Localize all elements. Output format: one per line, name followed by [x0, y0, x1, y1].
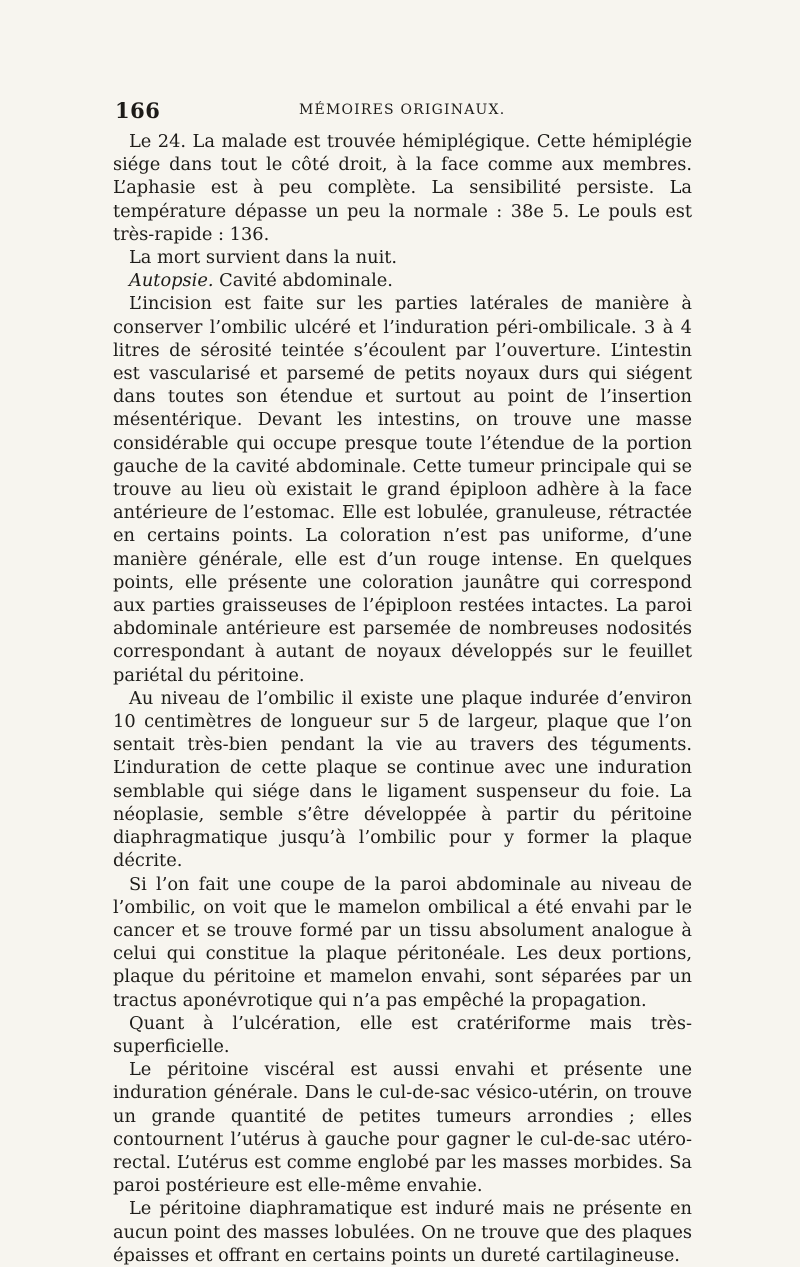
paragraph-section: Si l’on fait une coupe de la paroi abdominale au niveau de l’ombilic, on voit que le mamelon ombilical a été envahi par le cancer et se trouve formé par un tissu absolument analogue à celui qui constitue la plaque péritonéale. Les deux portions, plaque du péritoine et mamelon envahi, sont séparées par un tractus aponévrotique qui n’a pas empêché la propagation. — [113, 873, 692, 1011]
header-title: MÉMOIRES ORIGINAUX. — [299, 102, 506, 118]
body-text — [113, 130, 692, 1267]
autopsy-heading-text: Cavité abdominale. — [219, 270, 393, 292]
autopsy-label: Autopsie. — [129, 270, 214, 292]
paragraph-diaphragm: Le péritoine diaphramatique est induré mais ne présente en aucun point des masses lobulées. On ne trouve que des plaques épaisses et offrant en certains points un dureté cartilagineuse. — [113, 1198, 692, 1266]
paragraph-hemiplegia: Le 24. La malade est trouvée hémiplégique. Cette hémiplégie siége dans tout le côté droit, à la face comme aux membres. L’aphasie est à peu complète. La sensibilité persiste. La température dépasse un peu la normale : 38e 5. Le pouls est très-rapide : 136. — [113, 131, 692, 245]
paragraph-death: La mort survient dans la nuit. — [129, 247, 398, 269]
paragraph-visceral: Le péritoine viscéral est aussi envahi et présente une induration générale. Dans le cul-de-sac vésico-utérin, on trouve un grande quantité de petites tumeurs arrondies ; elles contournent l’utérus à gauche pour gagner le cul-de-sac utéro-rectal. L’utérus est comme englobé par les masses morbides. Sa paroi postérieure est elle-même envahie. — [113, 1059, 692, 1197]
paragraph-autopsy — [113, 269, 692, 292]
paragraph-ulceration: Quant à l’ulcération, elle est cratériforme mais très-superficielle. — [113, 1012, 692, 1057]
page-number: 166 — [115, 98, 161, 123]
paragraph-incision: L’incision est faite sur les parties latérales de manière à conserver l’ombilic ulcéré et l’induration péri-ombilicale. 3 à 4 litres de sérosité teintée s’écoulent par l’ouverture. L’intestin est vascularisé et parsemé de petits noyaux durs qui siégent dans toutes son étendue et surtout au point de l’insertion mésentérique. Devant les intestins, on trouve une masse considérable qui occupe presque toute l’étendue de la portion gauche de la cavité abdominale. Cette tumeur principale qui se trouve au lieu où existait le grand épiploon adhère à la face antérieure de l’estomac. Elle est lobulée, granuleuse, rétractée en certains points. La coloration n’est pas uniforme, d’une manière générale, elle est d’un rouge intense. En quelques points, elle présente une coloration jaunâtre qui correspond aux parties graisseuses de l’épiploon restées intactes. La paroi abdominale antérieure est parsemée de nombreuses nodosités correspondant à autant de noyaux développés sur le feuillet pariétal du péritoine. — [113, 293, 692, 686]
running-head — [113, 98, 692, 126]
paragraph-ombilic: Au niveau de l’ombilic il existe une plaque indurée d’environ 10 centimètres de longueur sur 5 de largeur, plaque que l’on sentait très-bien pendant la vie au travers des téguments. L’induration de cette plaque se continue avec une induration semblable qui siége dans le ligament suspenseur du foie. La néoplasie, semble s’être développée à partir du péritoine diaphragmatique jusqu’à l’ombilic pour y former la plaque décrite. — [113, 687, 692, 872]
